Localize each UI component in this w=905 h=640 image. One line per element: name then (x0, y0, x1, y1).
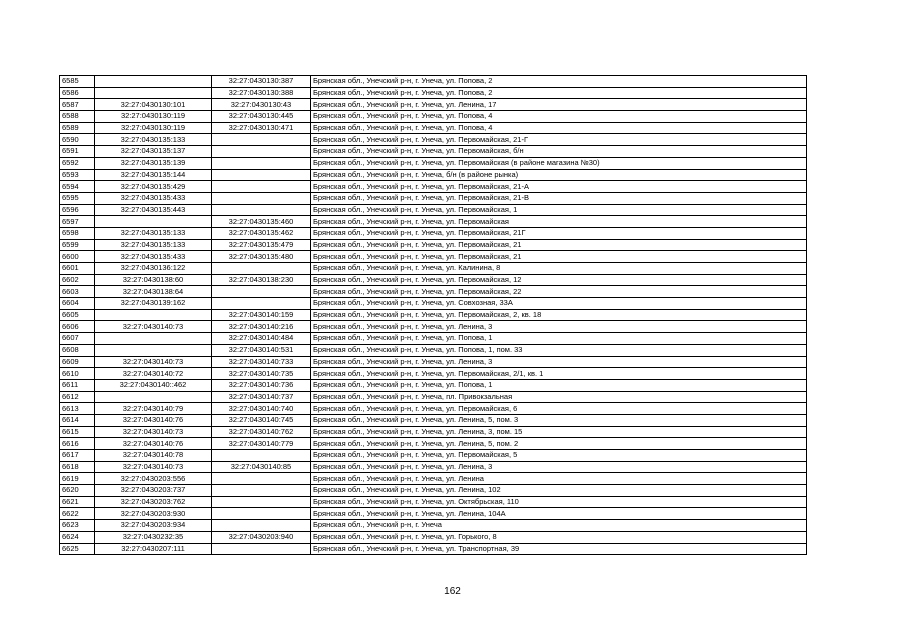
table-row (60, 391, 807, 403)
row-number-cell: 6607 (60, 333, 95, 345)
registry-table-body (60, 76, 807, 555)
parent-cadastral-number-cell: 32:27:0430203:556 (95, 473, 212, 485)
parent-cadastral-number-cell: 32:27:0430130:101 (95, 99, 212, 111)
address-cell: Брянская обл., Унечский р-н, г. Унеча, ул. Ленина (311, 473, 807, 485)
cadastral-number-cell: 32:27:0430130:387 (212, 76, 311, 88)
parent-cadastral-number-cell: 32:27:0430138:64 (95, 286, 212, 298)
row-number-cell: 6613 (60, 403, 95, 415)
table-row (60, 543, 807, 555)
table-row (60, 356, 807, 368)
cadastral-number-cell: 32:27:0430140:762 (212, 426, 311, 438)
parent-cadastral-number-cell: 32:27:0430135:139 (95, 157, 212, 169)
cadastral-number-cell (212, 134, 311, 146)
parent-cadastral-number-cell: 32:27:0430140:78 (95, 450, 212, 462)
cadastral-number-cell: 32:27:0430203:940 (212, 531, 311, 543)
table-row (60, 111, 807, 123)
cadastral-number-cell: 32:27:0430140:740 (212, 403, 311, 415)
parent-cadastral-number-cell: 32:27:0430140:79 (95, 403, 212, 415)
table-row (60, 438, 807, 450)
row-number-cell: 6599 (60, 239, 95, 251)
cadastral-number-cell: 32:27:0430140:85 (212, 461, 311, 473)
row-number-cell: 6604 (60, 298, 95, 310)
parent-cadastral-number-cell: 32:27:0430203:930 (95, 508, 212, 520)
row-number-cell: 6600 (60, 251, 95, 263)
address-cell: Брянская обл., Унечский р-н, г. Унеча, ул. Ленина, 3 (311, 321, 807, 333)
cadastral-number-cell: 32:27:0430135:479 (212, 239, 311, 251)
table-row (60, 426, 807, 438)
cadastral-number-cell (212, 192, 311, 204)
page-number: 162 (444, 586, 461, 597)
parent-cadastral-number-cell: 32:27:0430207:111 (95, 543, 212, 555)
cadastral-number-cell: 32:27:0430130:388 (212, 87, 311, 99)
address-cell: Брянская обл., Унечский р-н, г. Унеча, б/н (в районе рынка) (311, 169, 807, 181)
address-cell: Брянская обл., Унечский р-н, г. Унеча, ул. Горького, 8 (311, 531, 807, 543)
parent-cadastral-number-cell: 32:27:0430135:133 (95, 134, 212, 146)
row-number-cell: 6589 (60, 122, 95, 134)
row-number-cell: 6586 (60, 87, 95, 99)
address-cell: Брянская обл., Унечский р-н, г. Унеча, ул. Первомайская, 2, кв. 18 (311, 309, 807, 321)
address-cell: Брянская обл., Унечский р-н, г. Унеча, ул. Ленина, 3, пом. 15 (311, 426, 807, 438)
cadastral-number-cell: 32:27:0430130:445 (212, 111, 311, 123)
row-number-cell: 6597 (60, 216, 95, 228)
address-cell: Брянская обл., Унечский р-н, г. Унеча, ул. Первомайская, 21 (311, 251, 807, 263)
table-row (60, 274, 807, 286)
table-row (60, 298, 807, 310)
row-number-cell: 6618 (60, 461, 95, 473)
address-cell: Брянская обл., Унечский р-н, г. Унеча, ул. Первомайская, 22 (311, 286, 807, 298)
cadastral-number-cell (212, 169, 311, 181)
parent-cadastral-number-cell: 32:27:0430135:137 (95, 146, 212, 158)
cadastral-number-cell: 32:27:0430140:737 (212, 391, 311, 403)
address-cell: Брянская обл., Унечский р-н, г. Унеча, ул. Попова, 4 (311, 122, 807, 134)
row-number-cell: 6621 (60, 496, 95, 508)
table-row (60, 450, 807, 462)
cadastral-number-cell: 32:27:0430140:733 (212, 356, 311, 368)
cadastral-number-cell: 32:27:0430138:230 (212, 274, 311, 286)
row-number-cell: 6598 (60, 227, 95, 239)
table-row (60, 473, 807, 485)
parent-cadastral-number-cell (95, 216, 212, 228)
parent-cadastral-number-cell: 32:27:0430140:76 (95, 414, 212, 426)
row-number-cell: 6625 (60, 543, 95, 555)
cadastral-number-cell (212, 157, 311, 169)
table-row (60, 76, 807, 88)
row-number-cell: 6623 (60, 520, 95, 532)
cadastral-number-cell: 32:27:0430135:460 (212, 216, 311, 228)
cadastral-number-cell: 32:27:0430140:736 (212, 379, 311, 391)
row-number-cell: 6617 (60, 450, 95, 462)
parent-cadastral-number-cell (95, 87, 212, 99)
parent-cadastral-number-cell: 32:27:0430135:433 (95, 192, 212, 204)
address-cell: Брянская обл., Унечский р-н, г. Унеча, ул. Первомайская, 12 (311, 274, 807, 286)
parent-cadastral-number-cell (95, 333, 212, 345)
table-row (60, 333, 807, 345)
cadastral-number-cell (212, 473, 311, 485)
table-row (60, 181, 807, 193)
parent-cadastral-number-cell: 32:27:0430140:73 (95, 461, 212, 473)
address-cell: Брянская обл., Унечский р-н, г. Унеча, ул. Первомайская, 1 (311, 204, 807, 216)
address-cell: Брянская обл., Унечский р-н, г. Унеча, ул. Попова, 2 (311, 76, 807, 88)
row-number-cell: 6620 (60, 485, 95, 497)
row-number-cell: 6610 (60, 368, 95, 380)
row-number-cell: 6608 (60, 344, 95, 356)
address-cell: Брянская обл., Унечский р-н, г. Унеча, ул. Попова, 1 (311, 379, 807, 391)
table-row (60, 496, 807, 508)
cadastral-number-cell (212, 286, 311, 298)
table-row (60, 122, 807, 134)
address-cell: Брянская обл., Унечский р-н, г. Унеча, ул. Транспортная, 39 (311, 543, 807, 555)
table-row (60, 146, 807, 158)
table-row (60, 520, 807, 532)
parent-cadastral-number-cell (95, 309, 212, 321)
parent-cadastral-number-cell: 32:27:0430203:737 (95, 485, 212, 497)
address-cell: Брянская обл., Унечский р-н, г. Унеча, ул. Попова, 4 (311, 111, 807, 123)
cadastral-number-cell: 32:27:0430140:216 (212, 321, 311, 333)
row-number-cell: 6593 (60, 169, 95, 181)
cadastral-number-cell (212, 146, 311, 158)
parent-cadastral-number-cell (95, 344, 212, 356)
address-cell: Брянская обл., Унечский р-н, г. Унеча, ул. Первомайская, 5 (311, 450, 807, 462)
row-number-cell: 6624 (60, 531, 95, 543)
table-row (60, 251, 807, 263)
cadastral-number-cell: 32:27:0430140:779 (212, 438, 311, 450)
table-row (60, 134, 807, 146)
row-number-cell: 6585 (60, 76, 95, 88)
address-cell: Брянская обл., Унечский р-н, г. Унеча, ул. Попова, 2 (311, 87, 807, 99)
address-cell: Брянская обл., Унечский р-н, г. Унеча, ул. Попова, 1, пом. 33 (311, 344, 807, 356)
cadastral-number-cell: 32:27:0430140:159 (212, 309, 311, 321)
parent-cadastral-number-cell: 32:27:0430135:429 (95, 181, 212, 193)
row-number-cell: 6603 (60, 286, 95, 298)
row-number-cell: 6606 (60, 321, 95, 333)
row-number-cell: 6591 (60, 146, 95, 158)
parent-cadastral-number-cell: 32:27:0430140:76 (95, 438, 212, 450)
cadastral-number-cell (212, 543, 311, 555)
table-row (60, 216, 807, 228)
parent-cadastral-number-cell: 32:27:0430203:934 (95, 520, 212, 532)
cadastral-number-cell (212, 181, 311, 193)
row-number-cell: 6587 (60, 99, 95, 111)
registry-table (59, 75, 807, 555)
address-cell: Брянская обл., Унечский р-н, г. Унеча, ул. Первомайская, 6 (311, 403, 807, 415)
table-row (60, 531, 807, 543)
table-row (60, 192, 807, 204)
address-cell: Брянская обл., Унечский р-н, г. Унеча, ул. Первомайская, 21Г (311, 227, 807, 239)
row-number-cell: 6614 (60, 414, 95, 426)
address-cell: Брянская обл., Унечский р-н, г. Унеча, ул. Ленина, 102 (311, 485, 807, 497)
cadastral-number-cell (212, 450, 311, 462)
cadastral-number-cell: 32:27:0430135:462 (212, 227, 311, 239)
address-cell: Брянская обл., Унечский р-н, г. Унеча, ул. Попова, 1 (311, 333, 807, 345)
address-cell: Брянская обл., Унечский р-н, г. Унеча, ул. Октябрьская, 110 (311, 496, 807, 508)
row-number-cell: 6595 (60, 192, 95, 204)
address-cell: Брянская обл., Унечский р-н, г. Унеча, ул. Первомайская, 2/1, кв. 1 (311, 368, 807, 380)
cadastral-number-cell (212, 485, 311, 497)
table-row (60, 204, 807, 216)
parent-cadastral-number-cell: 32:27:0430135:133 (95, 227, 212, 239)
cadastral-number-cell: 32:27:0430140:745 (212, 414, 311, 426)
table-row (60, 321, 807, 333)
address-cell: Брянская обл., Унечский р-н, г. Унеча, ул. Первомайская, 21-В (311, 192, 807, 204)
row-number-cell: 6592 (60, 157, 95, 169)
address-cell: Брянская обл., Унечский р-н, г. Унеча, ул. Первомайская, 21-А (311, 181, 807, 193)
cadastral-number-cell (212, 520, 311, 532)
table-row (60, 309, 807, 321)
table-row (60, 239, 807, 251)
table-row (60, 169, 807, 181)
parent-cadastral-number-cell: 32:27:0430136:122 (95, 263, 212, 275)
table-row (60, 227, 807, 239)
address-cell: Брянская обл., Унечский р-н, г. Унеча (311, 520, 807, 532)
parent-cadastral-number-cell: 32:27:0430140:72 (95, 368, 212, 380)
table-row (60, 344, 807, 356)
table-row (60, 485, 807, 497)
table-row (60, 99, 807, 111)
row-number-cell: 6594 (60, 181, 95, 193)
table-row (60, 368, 807, 380)
parent-cadastral-number-cell: 32:27:0430135:443 (95, 204, 212, 216)
parent-cadastral-number-cell: 32:27:0430135:144 (95, 169, 212, 181)
parent-cadastral-number-cell (95, 76, 212, 88)
cadastral-number-cell: 32:27:0430130:43 (212, 99, 311, 111)
table-row (60, 508, 807, 520)
table-row (60, 157, 807, 169)
parent-cadastral-number-cell: 32:27:0430139:162 (95, 298, 212, 310)
cadastral-number-cell (212, 298, 311, 310)
cadastral-number-cell: 32:27:0430135:480 (212, 251, 311, 263)
parent-cadastral-number-cell: 32:27:0430135:433 (95, 251, 212, 263)
cadastral-number-cell (212, 263, 311, 275)
address-cell: Брянская обл., Унечский р-н, г. Унеча, ул. Ленина, 3 (311, 461, 807, 473)
cadastral-number-cell (212, 508, 311, 520)
row-number-cell: 6611 (60, 379, 95, 391)
row-number-cell: 6605 (60, 309, 95, 321)
table-row (60, 263, 807, 275)
table-row (60, 403, 807, 415)
parent-cadastral-number-cell: 32:27:0430130:119 (95, 122, 212, 134)
parent-cadastral-number-cell: 32:27:0430130:119 (95, 111, 212, 123)
cadastral-number-cell (212, 496, 311, 508)
address-cell: Брянская обл., Унечский р-н, г. Унеча, ул. Калинина, 8 (311, 263, 807, 275)
table-row (60, 461, 807, 473)
address-cell: Брянская обл., Унечский р-н, г. Унеча, ул. Ленина, 104А (311, 508, 807, 520)
row-number-cell: 6612 (60, 391, 95, 403)
row-number-cell: 6615 (60, 426, 95, 438)
parent-cadastral-number-cell: 32:27:0430140::462 (95, 379, 212, 391)
address-cell: Брянская обл., Унечский р-н, г. Унеча, ул. Первомайская, 21 (311, 239, 807, 251)
row-number-cell: 6619 (60, 473, 95, 485)
address-cell: Брянская обл., Унечский р-н, г. Унеча, ул. Совхозная, 33А (311, 298, 807, 310)
address-cell: Брянская обл., Унечский р-н, г. Унеча, ул. Ленина, 3 (311, 356, 807, 368)
cadastral-number-cell: 32:27:0430130:471 (212, 122, 311, 134)
parent-cadastral-number-cell: 32:27:0430203:762 (95, 496, 212, 508)
row-number-cell: 6590 (60, 134, 95, 146)
row-number-cell: 6602 (60, 274, 95, 286)
parent-cadastral-number-cell: 32:27:0430232:35 (95, 531, 212, 543)
parent-cadastral-number-cell: 32:27:0430138:60 (95, 274, 212, 286)
row-number-cell: 6588 (60, 111, 95, 123)
parent-cadastral-number-cell: 32:27:0430140:73 (95, 356, 212, 368)
parent-cadastral-number-cell: 32:27:0430135:133 (95, 239, 212, 251)
table-row (60, 414, 807, 426)
address-cell: Брянская обл., Унечский р-н, г. Унеча, ул. Первомайская (в районе магазина №30) (311, 157, 807, 169)
row-number-cell: 6609 (60, 356, 95, 368)
table-row (60, 379, 807, 391)
row-number-cell: 6601 (60, 263, 95, 275)
address-cell: Брянская обл., Унечский р-н, г. Унеча, ул. Первомайская, б/н (311, 146, 807, 158)
address-cell: Брянская обл., Унечский р-н, г. Унеча, ул. Ленина, 5, пом. 2 (311, 438, 807, 450)
cadastral-number-cell: 32:27:0430140:484 (212, 333, 311, 345)
table-row (60, 286, 807, 298)
cadastral-number-cell (212, 204, 311, 216)
row-number-cell: 6596 (60, 204, 95, 216)
address-cell: Брянская обл., Унечский р-н, г. Унеча, ул. Первомайская (311, 216, 807, 228)
parent-cadastral-number-cell: 32:27:0430140:73 (95, 321, 212, 333)
address-cell: Брянская обл., Унечский р-н, г. Унеча, пл. Привокзальная (311, 391, 807, 403)
parent-cadastral-number-cell: 32:27:0430140:73 (95, 426, 212, 438)
parent-cadastral-number-cell (95, 391, 212, 403)
cadastral-number-cell: 32:27:0430140:735 (212, 368, 311, 380)
row-number-cell: 6616 (60, 438, 95, 450)
row-number-cell: 6622 (60, 508, 95, 520)
cadastral-number-cell: 32:27:0430140:531 (212, 344, 311, 356)
table-row (60, 87, 807, 99)
address-cell: Брянская обл., Унечский р-н, г. Унеча, ул. Ленина, 5, пом. 3 (311, 414, 807, 426)
address-cell: Брянская обл., Унечский р-н, г. Унеча, ул. Первомайская, 21-Г (311, 134, 807, 146)
address-cell: Брянская обл., Унечский р-н, г. Унеча, ул. Ленина, 17 (311, 99, 807, 111)
